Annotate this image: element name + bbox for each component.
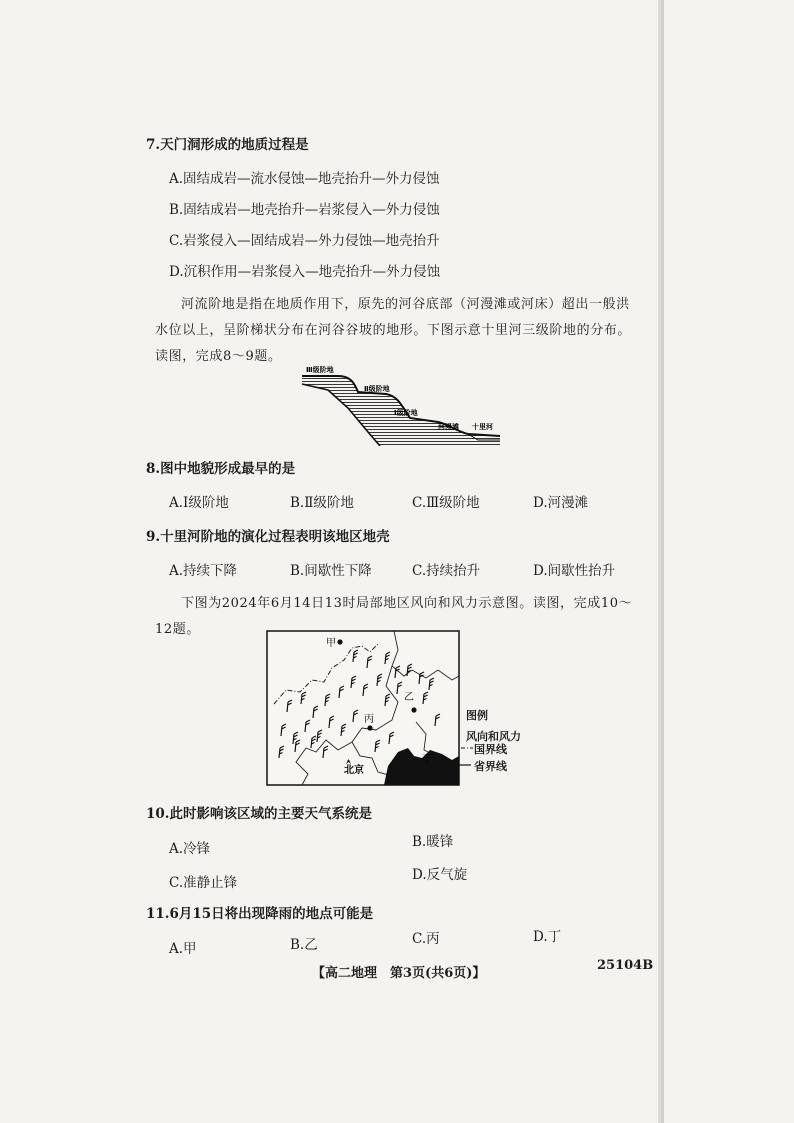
label-beijing: 北京 (344, 765, 364, 776)
q11-option-b: B.乙 (290, 937, 318, 953)
q11-option-a: A.甲 (169, 941, 197, 957)
point-jia (337, 639, 342, 644)
q8-option-b: B.Ⅱ级阶地 (290, 495, 354, 511)
legend-wind: 风向和风力 (466, 730, 521, 743)
legend-provincial-border: 省界线 (474, 760, 507, 773)
label-floodplain: 河漫滩 (438, 423, 459, 431)
label-ding: 丁 (422, 754, 432, 765)
q9-option-a: A.持续下降 (169, 563, 238, 579)
label-terrace-3: Ⅲ级阶地 (306, 366, 334, 374)
q9-option-b: B.间歇性下降 (290, 563, 372, 579)
q7-stem: 7.天门洞形成的地质过程是 (146, 137, 309, 153)
q9-stem: 9.十里河阶地的演化过程表明该地区地壳 (146, 529, 390, 545)
point-yi (411, 707, 416, 712)
q8-option-c: C.Ⅲ级阶地 (412, 495, 480, 511)
q10-option-c: C.准静止锋 (169, 875, 238, 891)
label-jia: 甲 (326, 638, 336, 649)
intro-10-12: 下图为2024年6月14日13时局部地区风向和风力示意图。读图，完成10～12题。 (155, 596, 633, 637)
q7-option-c: C.岩浆侵入—固结成岩—外力侵蚀—地壳抬升 (169, 233, 440, 249)
label-river: 十里河 (472, 423, 493, 431)
q11-stem: 11.6月15日将出现降雨的地点可能是 (146, 906, 374, 922)
q10-stem: 10.此时影响该区域的主要天气系统是 (146, 806, 372, 822)
legend-national-border: 国界线 (474, 743, 507, 756)
intro-8-9: 河流阶地是指在地质作用下，原先的河谷底部（河漫滩或河床）超出一般洪水位以上，呈阶梯状分布在河谷谷坡的地形。下图示意十里河三级阶地的分布。读图，完成8～9题。 (155, 297, 632, 364)
page-footer: 【高二地理 第3页(共6页)】 (312, 966, 486, 981)
wind-map (266, 630, 460, 786)
q7-option-a: A.固结成岩—流水侵蚀—地壳抬升—外力侵蚀 (169, 171, 440, 187)
point-bing (367, 725, 372, 730)
q8-option-d: D.河漫滩 (533, 495, 589, 511)
q9-option-d: D.间歇性抬升 (533, 563, 616, 579)
q7-option-b: B.固结成岩—地壳抬升—岩浆侵入—外力侵蚀 (169, 202, 440, 218)
paper-code: 25104B (597, 958, 654, 973)
label-yi: 乙 (404, 692, 414, 703)
q8-stem: 8.图中地貌形成最早的是 (146, 461, 296, 477)
label-terrace-2: Ⅱ级阶地 (364, 385, 390, 393)
legend-title: 图例 (466, 709, 488, 722)
q8-option-a: A.Ⅰ级阶地 (169, 495, 229, 511)
q10-option-d: D.反气旋 (412, 867, 468, 883)
point-ding (415, 761, 420, 766)
q10-option-a: A.冷锋 (169, 841, 211, 857)
page-edge-shadow (658, 0, 664, 1123)
q11-option-c: C.丙 (412, 931, 440, 947)
label-bing: 丙 (364, 714, 374, 725)
terrace-diagram (298, 362, 502, 446)
q7-option-d: D.沉积作用—岩浆侵入—地壳抬升—外力侵蚀 (169, 264, 441, 280)
q10-option-b: B.暖锋 (412, 834, 454, 850)
q9-option-c: C.持续抬升 (412, 563, 481, 579)
label-terrace-1: Ⅰ级阶地 (394, 409, 418, 417)
q11-option-d: D.丁 (533, 929, 562, 945)
